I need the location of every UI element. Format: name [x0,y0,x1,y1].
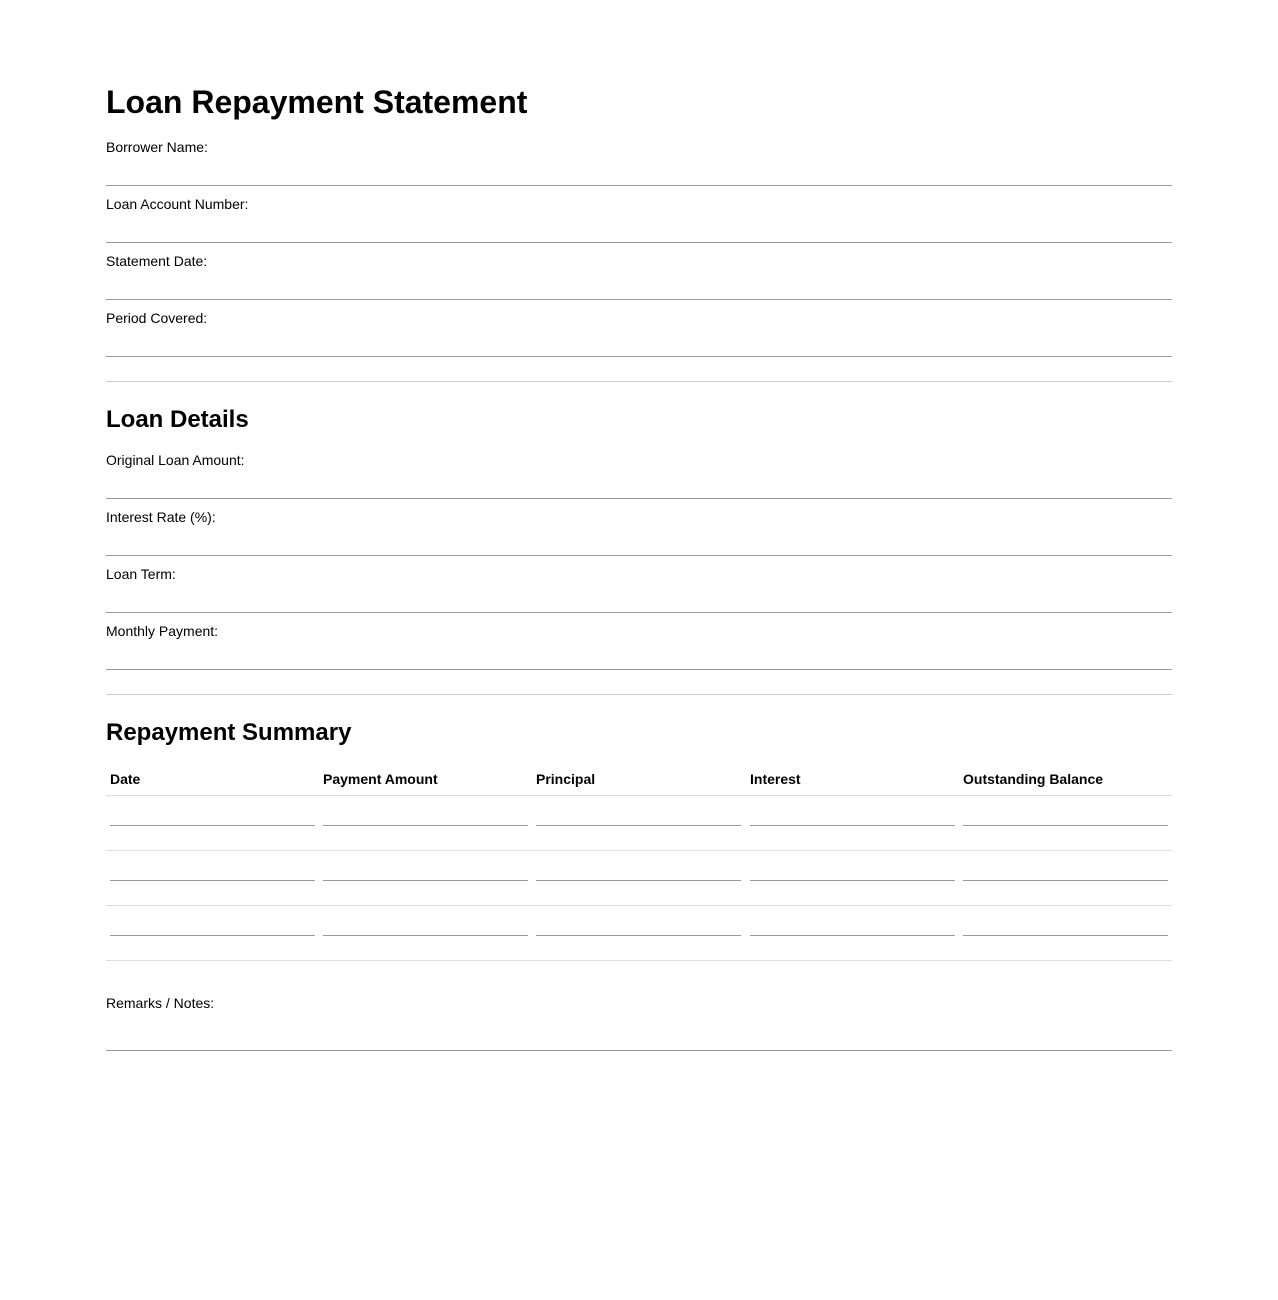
table-row [106,851,1172,906]
repayment-table [106,765,1172,961]
monthly-payment-input-line[interactable] [106,669,1172,670]
payment-amount-input-line[interactable] [323,935,528,936]
column-header-outstanding-balance: Outstanding Balance [963,771,1104,787]
column-header-interest: Interest [750,771,801,787]
interest-input-line[interactable] [750,935,955,936]
payment-amount-input-line[interactable] [323,825,528,826]
period-covered-input-line[interactable] [106,356,1172,357]
statement-date-input-line[interactable] [106,299,1172,300]
table-row [106,906,1172,961]
loan-term-field[interactable] [106,565,1172,613]
loan-account-number-label: Loan Account Number: [106,196,249,212]
remarks-input-line[interactable] [106,1050,1172,1051]
date-input-line[interactable] [110,935,315,936]
date-input-line[interactable] [110,880,315,881]
outstanding-balance-input-line[interactable] [963,880,1168,881]
outstanding-balance-input-line[interactable] [963,825,1168,826]
remarks-field[interactable] [106,994,1172,1051]
statement-date-field[interactable] [106,252,1172,300]
monthly-payment-label: Monthly Payment: [106,623,219,639]
column-header-principal: Principal [536,771,596,787]
loan-details-heading: Loan Details [106,406,249,433]
loan-term-label: Loan Term: [106,566,176,582]
page-title: Loan Repayment Statement [106,84,528,120]
table-header-row [106,765,1172,796]
interest-rate-input-line[interactable] [106,555,1172,556]
original-loan-amount-label: Original Loan Amount: [106,452,245,468]
outstanding-balance-input-line[interactable] [963,935,1168,936]
statement-date-label: Statement Date: [106,253,208,269]
borrower-name-label: Borrower Name: [106,139,208,155]
period-covered-field[interactable] [106,309,1172,357]
interest-rate-label: Interest Rate (%): [106,509,216,525]
principal-input-line[interactable] [536,935,741,936]
column-header-payment-amount: Payment Amount [323,771,438,787]
interest-rate-field[interactable] [106,508,1172,556]
date-input-line[interactable] [110,825,315,826]
borrower-name-input-line[interactable] [106,185,1172,186]
principal-input-line[interactable] [536,825,741,826]
loan-account-number-field[interactable] [106,195,1172,243]
column-header-date: Date [110,771,141,787]
interest-input-line[interactable] [750,880,955,881]
table-row [106,796,1172,851]
remarks-label: Remarks / Notes: [106,995,215,1011]
loan-account-number-input-line[interactable] [106,242,1172,243]
borrower-name-field[interactable] [106,138,1172,186]
interest-input-line[interactable] [750,825,955,826]
period-covered-label: Period Covered: [106,310,208,326]
section-divider [106,694,1172,695]
original-loan-amount-field[interactable] [106,451,1172,499]
principal-input-line[interactable] [536,880,741,881]
repayment-summary-heading: Repayment Summary [106,719,352,746]
section-divider [106,381,1172,382]
monthly-payment-field[interactable] [106,622,1172,670]
payment-amount-input-line[interactable] [323,880,528,881]
loan-term-input-line[interactable] [106,612,1172,613]
original-loan-amount-input-line[interactable] [106,498,1172,499]
